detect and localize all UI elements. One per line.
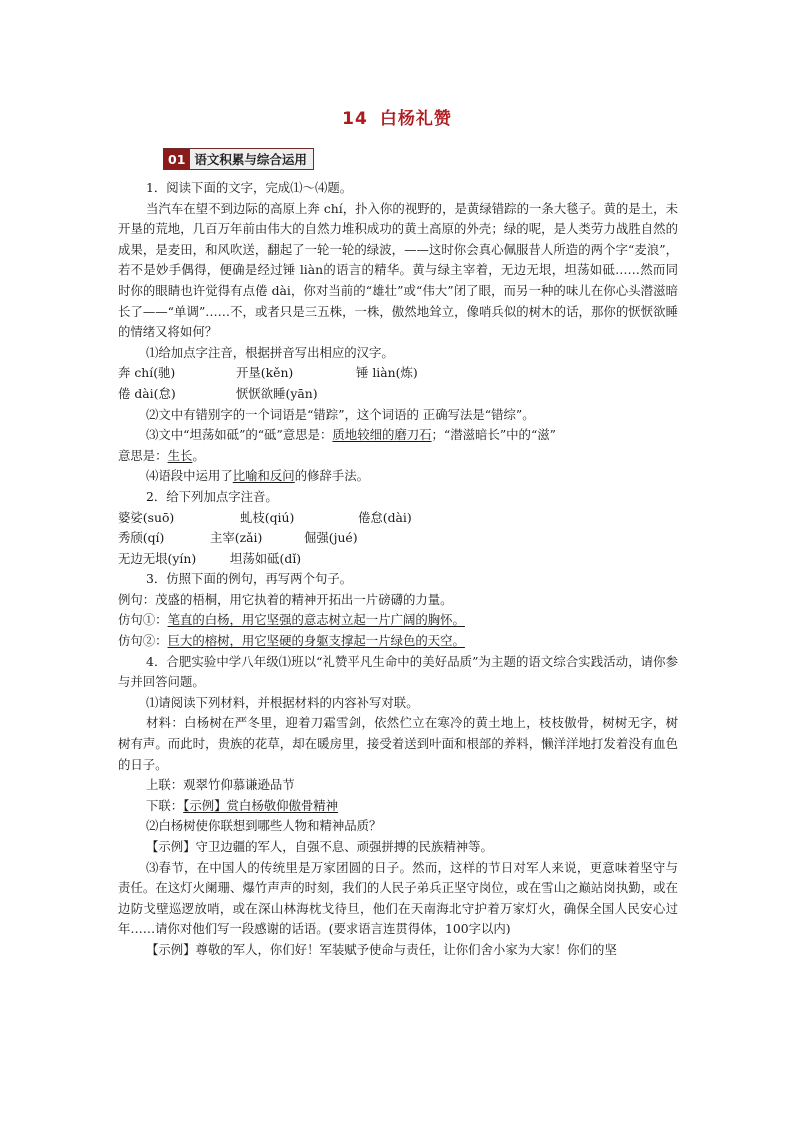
exercise-content xyxy=(118,178,678,961)
q2-item: 坦荡如砥(dǐ) xyxy=(230,550,302,566)
q4-sub1-stem: ⑴请阅读下列材料，并根据材料的内容补写对联。 xyxy=(146,694,419,710)
q1-stem: 1．阅读下面的文字，完成⑴～⑷题。 xyxy=(146,180,353,195)
q1-sub4: ⑷语段中运用了比喻和反问的修辞手法。 xyxy=(146,468,370,484)
q2-stem: 2．给下列加点字注音。 xyxy=(146,488,278,504)
lesson-title: 白杨礼赞 xyxy=(379,109,452,129)
section-number: 01 xyxy=(164,149,189,169)
q1-answer-yan: 恹恹欲睡(yān) xyxy=(236,385,318,401)
q2-item: 无边无垠(yín) xyxy=(118,550,197,566)
q4-stem: 4．合肥实验中学八年级⑴班以“礼赞平凡生命中的美好品质”为主题的语文综合实践活动，请你参与并回答问题。 xyxy=(118,653,678,690)
q1-sub3-answer2: 生长 xyxy=(167,447,193,463)
q2-item: 倔强(jué) xyxy=(304,530,358,546)
page-title xyxy=(0,104,794,129)
q1-sub1-answers-row2 xyxy=(118,384,678,405)
q1-answer-dai: 倦 dài(怠) xyxy=(118,385,176,401)
q2-item: 婆娑(suō) xyxy=(118,509,175,525)
q2-item: 主宰(zǎi) xyxy=(210,530,263,546)
q1-sub3-cont: 意思是：生长。 xyxy=(118,447,205,463)
q2-item: 倦怠(dài) xyxy=(358,509,412,525)
q1-answer-ken: 开垦(kěn) xyxy=(236,365,294,381)
q4-sub2-answer: 【示例】守卫边疆的军人，自强不息、顽强拼搏的民族精神等。 xyxy=(146,839,493,854)
q2-row3 xyxy=(118,549,678,570)
q1-passage: 当汽车在望不到边际的高原上奔 chí，扑入你的视野的，是黄绿错踪的一条大毯子。黄的是土，未开垦的荒地，几百万年前由伟大的自然力堆积成功的黄土高原的外壳；绿的呢，是人类劳力战胜自然的成果，是麦田，和风吹送，翻起了一轮一轮的绿波，——这时你会真心佩服昔人所造的两个字“麦浪”，若不是妙手偶得，便确是经过锤 liàn的语言的精华。黄与绿主宰着，无边无垠，坦荡如砥……然而同时你的眼睛也许觉得有点倦 dài，你对当前的“雄壮”或“伟大”闭了眼，而另一种的味儿在你心头潜滋暗长了——“单调”……不，或者只是三五株，一株，傲然地耸立，像哨兵似的树木的话，那你的恹恹欲睡的情绪又将如何？ xyxy=(118,200,678,340)
q3-answer2: 仿句②：巨大的榕树，用它坚硬的身躯支撑起一片绿色的天空。 xyxy=(118,633,465,649)
q4-sub3-answer: 【示例】尊敬的军人，你们好！军装赋予使命与责任，让你们舍小家为大家！你们的坚 xyxy=(146,941,617,957)
q1-sub3: ⑶文中“坦荡如砥”的“砥”意思是：质地较细的磨刀石；“潜滋暗长”中的“滋” xyxy=(146,427,557,443)
q2-item: 虬枝(qiú) xyxy=(240,509,295,525)
q1-answer-chi: 奔 chí(驰) xyxy=(118,365,176,381)
q2-row2 xyxy=(118,528,678,549)
q1-sub4-answer: 比喻和反问 xyxy=(232,468,295,484)
q4-couplet-upper: 上联：观翠竹仰慕谦逊品节 xyxy=(146,777,295,793)
q1-sub2: ⑵文中有错别字的一个词语是“错踪”，这个词语的 正确写法是“错综”。 xyxy=(146,406,535,422)
q4-couplet-lower: 下联：【示例】赏白杨敬仰傲骨精神 xyxy=(146,797,339,813)
lesson-number: 14 xyxy=(342,109,368,129)
section-label: 语文积累与综合运用 xyxy=(189,149,313,169)
q4-sub2-stem: ⑵白杨树使你联想到哪些人物和精神品质？ xyxy=(146,818,382,834)
section-heading xyxy=(163,148,314,170)
q2-row1 xyxy=(118,508,678,529)
q2-item: 秀颀(qí) xyxy=(118,530,165,546)
q4-material: 材料：白杨树在严冬里，迎着刀霜雪剑，依然伫立在寒冷的黄土地上，枝枝傲骨，树树无字，树树有声。而此时，贵族的花草，却在暖房里，接受着送到叶面和根部的养料，懒洋洋地打发着没有血色的日子。 xyxy=(118,715,678,772)
q1-sub3-answer1: 质地较细的磨刀石 xyxy=(332,427,432,443)
q1-sub1-answers-row1 xyxy=(118,363,678,384)
q3-example: 例句：茂盛的梧桐，用它执着的精神开拓出一片磅礴的力量。 xyxy=(118,591,453,607)
q3-answer1: 仿句①：笔直的白杨，用它坚强的意志树立起一片广阔的胸怀。 xyxy=(118,612,465,628)
q3-stem: 3．仿照下面的例句，再写两个句子。 xyxy=(146,571,353,587)
q1-answer-lian: 锤 liàn(炼) xyxy=(356,365,418,381)
q1-sub1-stem: ⑴给加点字注音，根据拼音写出相应的汉字。 xyxy=(146,344,394,360)
q4-sub3-stem: ⑶春节，在中国人的传统里是万家团圆的日子。然而，这样的节日对军人来说，更意味着坚守与责任。在这灯火阑珊、爆竹声声的时刻，我们的人民子弟兵正坚守岗位，或在雪山之巅站岗执勤，或在边防戈壁巡逻放哨，或在深山林海枕戈待旦，他们在天南海北守护着万家灯火，确保全国人民安心过年……请你对他们写一段感谢的话语。(要求语言连贯得体，100字以内) xyxy=(118,859,678,937)
